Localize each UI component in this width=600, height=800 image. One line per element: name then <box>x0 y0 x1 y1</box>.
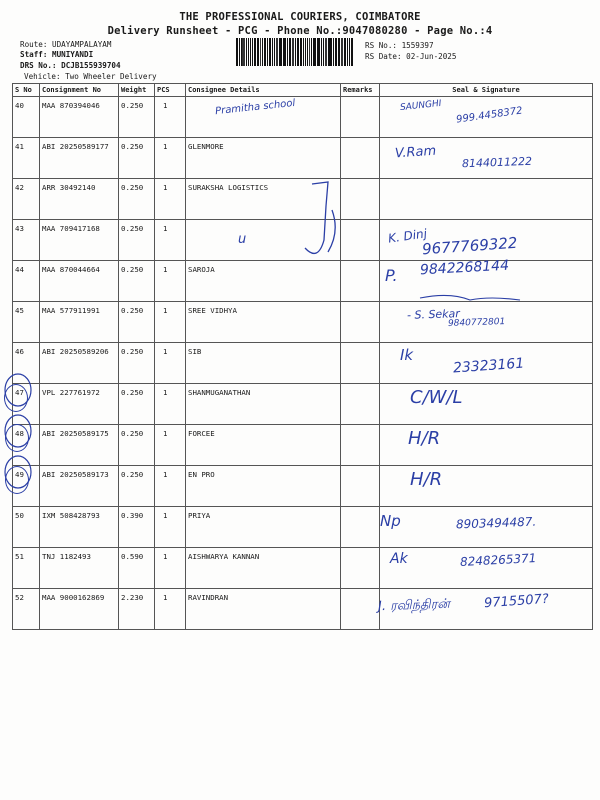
row-sno: 48 <box>13 425 40 466</box>
drs-number: DRS No.: DCJB155939704 <box>20 61 121 70</box>
row-sno: 47 <box>13 384 40 425</box>
col-consignee: Consignee Details <box>186 84 341 97</box>
row-consignment-no: MAA 870394046 <box>40 97 119 138</box>
handwritten-signature-text: 9840772801 <box>447 317 506 329</box>
row-consignee: SHANMUGANATHAN <box>186 384 341 425</box>
handwritten-signature-text: K. Dinj <box>387 226 428 246</box>
handwritten-signature-text: 9842268144 <box>419 257 510 279</box>
row-weight: 0.250 <box>119 343 155 384</box>
sno-ink-circle <box>5 415 31 447</box>
col-pcs: PCS <box>155 84 186 97</box>
row-weight: 0.250 <box>119 179 155 220</box>
row-consignment-no: ABI 20250589177 <box>40 138 119 179</box>
handwritten-signature-text: SAUNGHI <box>399 98 443 114</box>
row-consignment-no: IXM 508428793 <box>40 507 119 548</box>
row-pcs: 1 <box>155 425 186 466</box>
col-weight: Weight <box>119 84 155 97</box>
handwritten-signature-text: 8144011222 <box>461 154 533 171</box>
row-sno: 50 <box>13 507 40 548</box>
hook-scribble <box>305 182 335 253</box>
row-consignee: SREE VIDHYA <box>186 302 341 343</box>
handwritten-signature-text: V.Ram <box>394 143 437 162</box>
row-weight: 2.230 <box>119 589 155 630</box>
handwritten-consignee-text: u <box>238 232 247 247</box>
sno-ink-circle <box>5 456 31 488</box>
row-consignment-no: MAA 9000162869 <box>40 589 119 630</box>
row-sno: 40 <box>13 97 40 138</box>
col-sno: S No <box>13 84 40 97</box>
row-weight: 0.250 <box>119 220 155 261</box>
row-weight: 0.250 <box>119 384 155 425</box>
row-pcs: 1 <box>155 138 186 179</box>
handwritten-signature-text: 23323161 <box>452 355 525 377</box>
rs-number: RS No.: 1559397 <box>365 41 434 50</box>
row-weight: 0.590 <box>119 548 155 589</box>
signature-stroke <box>420 295 520 300</box>
row-consignment-no: ABI 20250589175 <box>40 425 119 466</box>
row-weight: 0.250 <box>119 302 155 343</box>
handwritten-signature-text: 9715507? <box>483 591 550 612</box>
row-sno: 49 <box>13 466 40 507</box>
handwritten-signature-text: Ik <box>400 346 414 364</box>
handwritten-signature-text: H/R <box>410 469 443 490</box>
handwritten-signature-text: Ak <box>390 551 408 567</box>
handwritten-signature-text: - S. Sekar <box>406 307 461 322</box>
row-consignment-no: MAA 577911991 <box>40 302 119 343</box>
row-consignment-no: MAA 709417168 <box>40 220 119 261</box>
col-signature: Seal & Signature <box>380 84 593 97</box>
col-remarks: Remarks <box>341 84 380 97</box>
runsheet-title: Delivery Runsheet - PCG - Phone No.:9047080280 - Page No.:4 <box>107 25 493 37</box>
row-pcs: 1 <box>155 384 186 425</box>
handwritten-consignee-text: Pramitha school <box>214 97 296 118</box>
rs-date: RS Date: 02-Jun-2025 <box>365 52 457 61</box>
row-sno: 51 <box>13 548 40 589</box>
row-consignee: SIB <box>186 343 341 384</box>
row-consignment-no: ABI 20250589173 <box>40 466 119 507</box>
handwritten-signature-text: J. ரவிந்திரன் <box>377 596 451 615</box>
row-sno: 52 <box>13 589 40 630</box>
row-consignment-no: VPL 227761972 <box>40 384 119 425</box>
row-consignee: RAVINDRAN <box>186 589 341 630</box>
row-consignee: SAROJA <box>186 261 341 302</box>
handwritten-signature-text: 9677769322 <box>421 233 518 259</box>
row-weight: 0.250 <box>119 138 155 179</box>
sno-ink-circle <box>5 374 31 406</box>
row-weight: 0.250 <box>119 425 155 466</box>
handwritten-signature-text: 8248265371 <box>459 551 537 569</box>
row-consignee: FORCEE <box>186 425 341 466</box>
row-consignee: GLENMORE <box>186 138 341 179</box>
row-sno: 41 <box>13 138 40 179</box>
row-consignment-no: TNJ 1182493 <box>40 548 119 589</box>
row-sno: 43 <box>13 220 40 261</box>
row-pcs: 1 <box>155 589 186 630</box>
row-consignment-no: MAA 870044664 <box>40 261 119 302</box>
handwritten-signature-text: P. <box>385 266 398 285</box>
row-sno: 46 <box>13 343 40 384</box>
handwritten-signature-text: 8903494487. <box>455 514 537 532</box>
row-pcs: 1 <box>155 220 186 261</box>
vehicle-label: Vehicle: Two Wheeler Delivery <box>24 72 157 81</box>
route-label: Route: UDAYAMPALAYAM <box>20 40 112 49</box>
row-sno: 45 <box>13 302 40 343</box>
row-consignment-no: ABI 20250589206 <box>40 343 119 384</box>
handwritten-signature-text: H/R <box>408 428 441 449</box>
handwritten-signature-text: Np <box>380 512 401 530</box>
row-pcs: 1 <box>155 261 186 302</box>
col-consignment: Consignment No <box>40 84 119 97</box>
row-pcs: 1 <box>155 179 186 220</box>
row-sno: 42 <box>13 179 40 220</box>
company-name: THE PROFESSIONAL COURIERS, COIMBATORE <box>179 11 421 23</box>
row-weight: 0.250 <box>119 466 155 507</box>
row-consignee: PRIYA <box>186 507 341 548</box>
handwritten-signature-text: C/W/L <box>410 387 463 408</box>
row-pcs: 1 <box>155 548 186 589</box>
row-pcs: 1 <box>155 507 186 548</box>
row-weight: 0.250 <box>119 261 155 302</box>
row-pcs: 1 <box>155 466 186 507</box>
row-weight: 0.390 <box>119 507 155 548</box>
handwritten-signature-text: 999.4458372 <box>455 105 524 126</box>
row-pcs: 1 <box>155 343 186 384</box>
row-sno: 44 <box>13 261 40 302</box>
row-consignee: AISHWARYA KANNAN <box>186 548 341 589</box>
row-pcs: 1 <box>155 97 186 138</box>
row-consignee: EN PRO <box>186 466 341 507</box>
staff-label: Staff: MUNIYANDI <box>20 50 94 59</box>
row-weight: 0.250 <box>119 97 155 138</box>
row-consignment-no: ARR 30492140 <box>40 179 119 220</box>
row-consignee: SURAKSHA LOGISTICS <box>186 179 341 220</box>
row-pcs: 1 <box>155 302 186 343</box>
